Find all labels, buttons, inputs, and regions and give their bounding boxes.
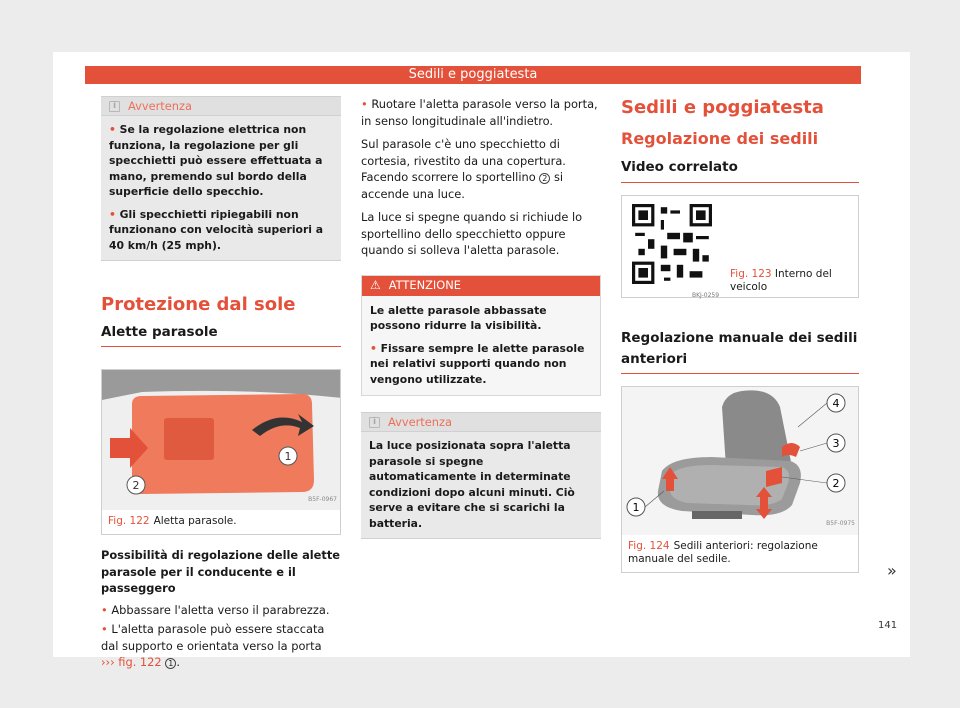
figure-code: B5F-0975 bbox=[826, 520, 855, 527]
figure-caption: Interno del veicolo bbox=[730, 267, 832, 293]
note-box bbox=[361, 412, 601, 539]
running-header: Sedili e poggiatesta bbox=[85, 66, 861, 84]
page-number: 141 bbox=[878, 620, 898, 631]
column-1 bbox=[101, 96, 341, 671]
note-bullet: • Gli specchietti ripiegabili non funzionano con velocità superiori a 40 km/h (25 mph). bbox=[109, 207, 324, 252]
figure-caption: Sedili anteriori: regolazione manuale del sedile. bbox=[628, 539, 818, 565]
chapter-title: Sedili e poggiatesta bbox=[621, 97, 824, 118]
svg-text:3: 3 bbox=[832, 436, 840, 450]
list-item: • Abbassare l'aletta verso il parabrezza. bbox=[101, 602, 330, 617]
seat-illustration bbox=[622, 387, 858, 535]
note-text: La luce posizionata sopra l'aletta parasole si spegne automaticamente in determinate condizioni dopo alcuni minuti. Ciò serve a evitare che si scarichi la batteria. bbox=[361, 432, 601, 539]
svg-text:1: 1 bbox=[284, 450, 292, 463]
warning-box bbox=[361, 275, 601, 397]
figure-122 bbox=[101, 369, 341, 535]
qr-code-icon[interactable] bbox=[632, 204, 712, 284]
continue-mark: » bbox=[887, 561, 897, 580]
figure-caption: Aletta parasole. bbox=[153, 515, 237, 527]
svg-text:2: 2 bbox=[132, 479, 140, 492]
warning-title: ATTENZIONE bbox=[388, 278, 461, 293]
bold-paragraph: Possibilità di regolazione delle alette parasole per il conducente e il passeggero bbox=[101, 548, 341, 595]
figure-reference-link[interactable]: ››› fig. 122 bbox=[101, 655, 162, 669]
column-3 bbox=[621, 96, 859, 573]
figure-124 bbox=[621, 386, 859, 573]
section-title: Protezione dal sole bbox=[101, 294, 296, 315]
note-bullet: • Se la regolazione elettrica non funziona, la regolazione per gli specchietti può essere effettuata a mano, premendo sul bordo della superficie dello specchio. bbox=[109, 123, 323, 198]
warning-icon: ⚠ bbox=[370, 278, 381, 293]
sun-visor-illustration bbox=[102, 370, 340, 510]
figure-label: Fig. 123 bbox=[730, 267, 772, 280]
svg-text:2: 2 bbox=[832, 476, 840, 490]
column-2 bbox=[361, 96, 601, 539]
list-item: • Ruotare l'aletta parasole verso la porta, in senso longitudinale all'indietro. bbox=[361, 97, 598, 128]
warning-text: Le alette parasole abbassate possono ridurre la visibilità. bbox=[370, 303, 547, 332]
warning-bullet: • Fissare sempre le alette parasole nei relativi supporti quando non vengono utilizzate. bbox=[370, 341, 585, 386]
svg-text:1: 1 bbox=[632, 500, 640, 514]
list-item: • L'aletta parasole può essere staccata dal supporto e orientata verso la porta ››› fig. 122 1 . bbox=[101, 622, 325, 669]
video-figure[interactable] bbox=[621, 195, 859, 298]
subsection-title: Regolazione manuale dei sedili anteriori bbox=[621, 328, 859, 374]
figure-label: Fig. 124 bbox=[628, 539, 670, 552]
subsection-title: Video correlato bbox=[621, 159, 859, 183]
paragraph: La luce si spegne quando si richiude lo sportellino dello specchietto oppure quando si solleva l'aletta parasole. bbox=[361, 210, 583, 257]
paragraph: Sul parasole c'è uno specchietto di cortesia, rivestito da una copertura. Facendo scorrere lo sportellino 2 si accende una luce. bbox=[361, 137, 566, 201]
callout-number: 1 bbox=[165, 658, 176, 669]
figure-code: BKJ-0259 bbox=[692, 291, 720, 299]
section-title: Regolazione dei sedili bbox=[621, 128, 819, 148]
info-icon: i bbox=[369, 417, 380, 428]
figure-code: B5F-0967 bbox=[308, 495, 337, 503]
note-title: Avvertenza bbox=[128, 98, 192, 113]
subsection-title: Alette parasole bbox=[101, 324, 341, 348]
note-title: Avvertenza bbox=[388, 414, 452, 429]
info-icon: i bbox=[109, 101, 120, 112]
svg-text:4: 4 bbox=[832, 396, 840, 410]
note-box bbox=[101, 96, 341, 261]
figure-label: Fig. 122 bbox=[108, 515, 150, 527]
